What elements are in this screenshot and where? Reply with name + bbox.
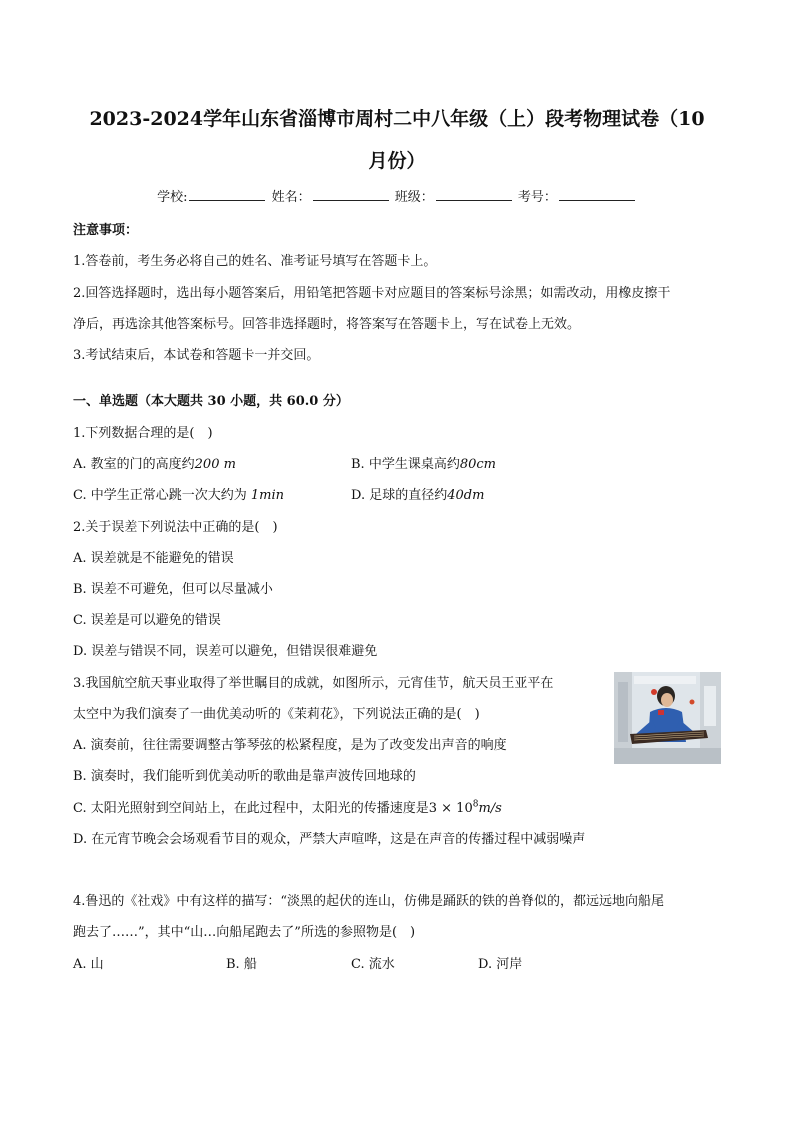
exam-title-line1: 2023-2024学年山东省淄博市周村二中八年级（上）段考物理试卷（10 xyxy=(89,108,705,130)
q2-option-c: C. 误差是可以避免的错误 xyxy=(73,613,221,628)
q2-option-b: B. 误差不可避免，但可以尽量减小 xyxy=(73,582,273,597)
q4-option-a: A. 山 xyxy=(73,957,104,972)
q3-stem-line2: 太空中为我们演奏了一曲优美动听的《茉莉花》，下列说法正确的是( ) xyxy=(73,707,480,722)
name-blank xyxy=(313,188,389,201)
q3-option-a: A. 演奏前，往往需要调整古筝琴弦的松紧程度，是为了改变发出声音的响度 xyxy=(73,738,507,753)
q3-stem-line1: 3.我国航空航天事业取得了举世瞩目的成就，如图所示，元宵佳节，航天员王亚平在 xyxy=(73,676,554,691)
q1-option-c: C. 中学生正常心跳一次大约为 1min xyxy=(73,488,285,503)
notice-item-2-cont: 净后，再选涂其他答案标号。回答非选择题时，将答案写在答题卡上，写在试卷上无效。 xyxy=(73,317,581,332)
notice-item-3: 3.考试结束后，本试卷和答题卡一并交回。 xyxy=(73,348,320,363)
school-label: 学校: xyxy=(157,190,188,205)
q4-option-c: C. 流水 xyxy=(351,957,395,972)
q3-option-c: C. 太阳光照射到空间站上，在此过程中，太阳光的传播速度是$3 \times 10^8m/s$ xyxy=(73,799,502,816)
q2-option-d: D. 误差与错误不同，误差可以避免，但错误很难避免 xyxy=(73,644,378,659)
q4-option-b: B. 船 xyxy=(226,957,257,972)
section-heading: 一、单选题（本大题共 30 小题，共 60.0 分） xyxy=(73,394,349,409)
q1-option-d-math: 40dm xyxy=(447,488,485,503)
notice-item-1: 1.答卷前，考生务必将自己的姓名、准考证号填写在答题卡上。 xyxy=(73,254,437,269)
number-blank xyxy=(559,188,635,201)
notice-item-2: 2.回答选择题时，选出每小题答案后，用铅笔把答题卡对应题目的答案标号涂黑；如需改动，用橡皮擦干 xyxy=(73,286,671,301)
class-label: 班级： xyxy=(394,190,434,205)
q4-option-d: D. 河岸 xyxy=(478,957,523,972)
astronaut-guzheng-photo xyxy=(614,672,721,764)
q2-stem: 2.关于误差下列说法中正确的是( ) xyxy=(73,520,278,535)
q4-stem-line2: 跑去了……”，其中“山…向船尾跑去了”所选的参照物是( ) xyxy=(73,925,416,940)
school-blank xyxy=(189,188,265,201)
q3-option-b: B. 演奏时，我们能听到优美动听的歌曲是靠声波传回地球的 xyxy=(73,769,416,784)
q1-option-a: A. 教室的门的高度约200 m xyxy=(73,457,236,472)
exam-title-line2: 月份） xyxy=(368,150,426,172)
q3-option-c-math: $3 \times 10^8m/s$ xyxy=(428,799,502,816)
notice-heading: 注意事项： xyxy=(73,223,139,238)
q1-option-c-math: 1min xyxy=(250,488,285,503)
q3-option-d: D. 在元宵节晚会会场观看节目的观众，严禁大声喧哗，这是在声音的传播过程中减弱噪声 xyxy=(73,832,586,847)
q1-option-b: B. 中学生课桌高约80cm xyxy=(351,457,496,472)
class-blank xyxy=(436,188,512,201)
q4-stem-line1: 4.鲁迅的《社戏》中有这样的描写：“淡黑的起伏的连山，仿佛是踊跃的铁的兽脊似的，都远远地向船尾 xyxy=(73,894,665,909)
q1-option-a-math: 200 m xyxy=(194,457,236,472)
q2-option-a: A. 误差就是不能避免的错误 xyxy=(73,551,234,566)
number-label: 考号： xyxy=(517,190,557,205)
q1-option-b-math: 80cm xyxy=(459,457,496,472)
student-info-row xyxy=(0,186,794,205)
name-label: 姓名： xyxy=(271,190,311,205)
astronaut-photo-illustration xyxy=(614,672,721,764)
q1-stem: 1.下列数据合理的是( ) xyxy=(73,426,213,441)
q1-option-d: D. 足球的直径约40dm xyxy=(351,488,485,503)
